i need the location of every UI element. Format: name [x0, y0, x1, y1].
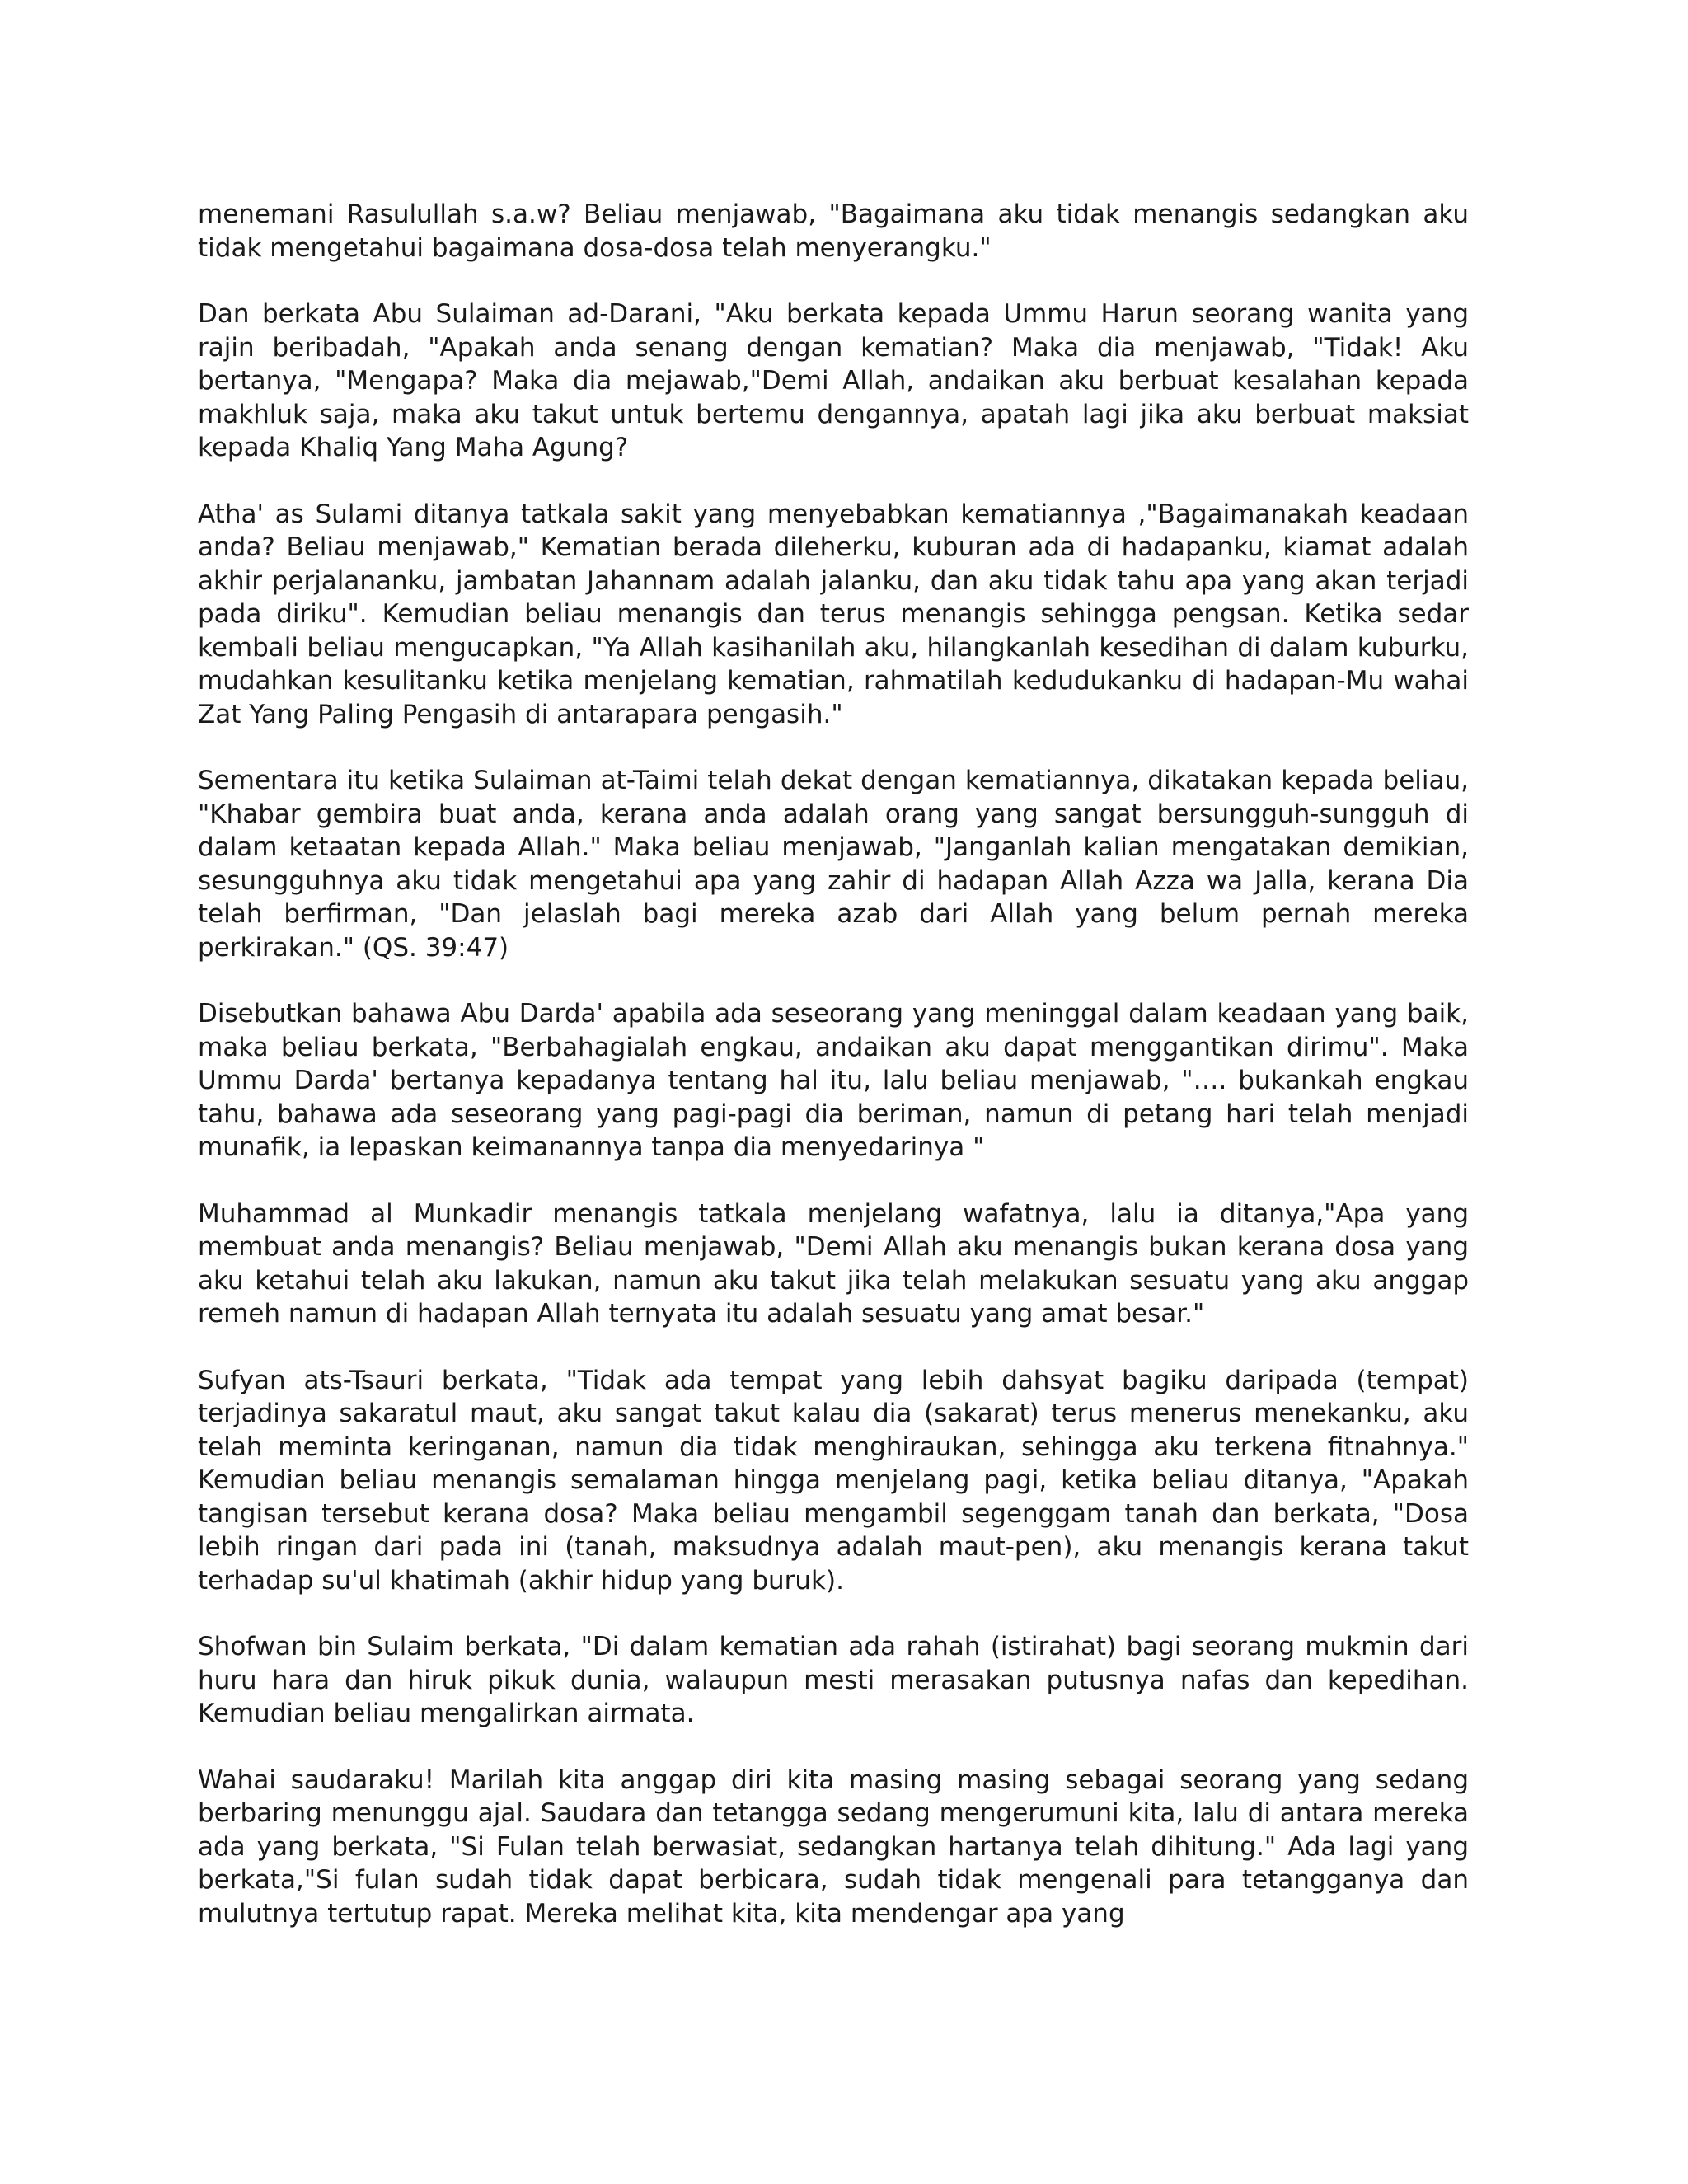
paragraph-8: Shofwan bin Sulaim berkata, "Di dalam kematian ada rahah (istirahat) bagi seorang mukmin dari huru hara dan hiruk pikuk dunia, walaupun mesti merasakan putusnya nafas dan kepedihan. Kemudian beliau mengalirkan airmata.: [198, 1632, 1469, 1728]
paragraph-7: Sufyan ats-Tsauri berkata, "Tidak ada tempat yang lebih dahsyat bagiku daripada (tempat) terjadinya sakaratul maut, aku sangat takut kalau dia (sakarat) terus menerus menekanku, aku telah meminta keringanan, namun dia tidak menghiraukan, sehingga aku terkena fitnahnya." Kemudian beliau menangis semalaman hingga menjelang pagi, ketika beliau ditanya, "Apakah tangisan tersebut kerana dosa? Maka beliau mengambil segenggam tanah dan berkata, "Dosa lebih ringan dari pada ini (tanah, maksudnya adalah maut-pen), aku menangis kerana takut terhadap su'ul khatimah (akhir hidup yang buruk).: [198, 1365, 1469, 1596]
body-text: [198, 198, 1469, 1930]
paragraph-3: Atha' as Sulami ditanya tatkala sakit yang menyebabkan kematiannya ,"Bagaimanakah keadaan anda? Beliau menjawab," Kematian berada dileherku, kuburan ada di hadapanku, kiamat adalah akhir perjalananku, jambatan Jahannam adalah jalanku, dan aku tidak tahu apa yang akan terjadi pada diriku". Kemudian beliau menangis dan terus menangis sehingga pengsan. Ketika sedar kembali beliau mengucapkan, "Ya Allah kasihanilah aku, hilangkanlah kesedihan di dalam kuburku, mudahkan kesulitanku ketika menjelang kematian, rahmatilah kedudukanku di hadapan-Mu wahai Zat Yang Paling Pengasih di antarapara pengasih.": [198, 499, 1469, 729]
paragraph-9: Wahai saudaraku! Marilah kita anggap diri kita masing masing sebagai seorang yang sedang berbaring menunggu ajal. Saudara dan tetangga sedang mengerumuni kita, lalu di antara mereka ada yang berkata, "Si Fulan telah berwasiat, sedangkan hartanya telah dihitung." Ada lagi yang berkata,"Si fulan sudah tidak dapat berbicara, sudah tidak mengenali para tetangganya dan mulutnya tertutup rapat. Mereka melihat kita, kita mendengar apa yang: [198, 1765, 1469, 1929]
paragraph-4: Sementara itu ketika Sulaiman at-Taimi telah dekat dengan kematiannya, dikatakan kepada beliau, "Khabar gembira buat anda, kerana anda adalah orang yang sangat bersungguh-sungguh di dalam ketaatan kepada Allah." Maka beliau menjawab, "Janganlah kalian mengatakan demikian, sesungguhnya aku tidak mengetahui apa yang zahir di hadapan Allah Azza wa Jalla, kerana Dia telah berfirman, "Dan jelaslah bagi mereka azab dari Allah yang belum pernah mereka perkirakan." (QS. 39:47): [198, 766, 1469, 963]
paragraph-2: Dan berkata Abu Sulaiman ad-Darani, "Aku berkata kepada Ummu Harun seorang wanita yang rajin beribadah, "Apakah anda senang dengan kematian? Maka dia menjawab, "Tidak! Aku bertanya, "Mengapa? Maka dia mejawab,"Demi Allah, andaikan aku berbuat kesalahan kepada makhluk saja, maka aku takut untuk bertemu dengannya, apatah lagi jika aku berbuat maksiat kepada Khaliq Yang Maha Agung?: [198, 299, 1469, 462]
paragraph-1: menemani Rasulullah s.a.w? Beliau menjawab, "Bagaimana aku tidak menangis sedangkan aku tidak mengetahui bagaimana dosa-dosa telah menyerangku.": [198, 199, 1469, 263]
paragraph-6: Muhammad al Munkadir menangis tatkala menjelang wafatnya, lalu ia ditanya,"Apa yang membuat anda menangis? Beliau menjawab, "Demi Allah aku menangis bukan kerana dosa yang aku ketahui telah aku lakukan, namun aku takut jika telah melakukan sesuatu yang aku anggap remeh namun di hadapan Allah ternyata itu adalah sesuatu yang amat besar.": [198, 1198, 1469, 1329]
paragraph-5: Disebutkan bahawa Abu Darda' apabila ada seseorang yang meninggal dalam keadaan yang baik, maka beliau berkata, "Berbahagialah engkau, andaikan aku dapat menggantikan dirimu". Maka Ummu Darda' bertanya kepadanya tentang hal itu, lalu beliau menjawab, "…. bukankah engkau tahu, bahawa ada seseorang yang pagi-pagi dia beriman, namun di petang hari telah menjadi munafik, ia lepaskan keimanannya tanpa dia menyedarinya ": [198, 999, 1469, 1162]
